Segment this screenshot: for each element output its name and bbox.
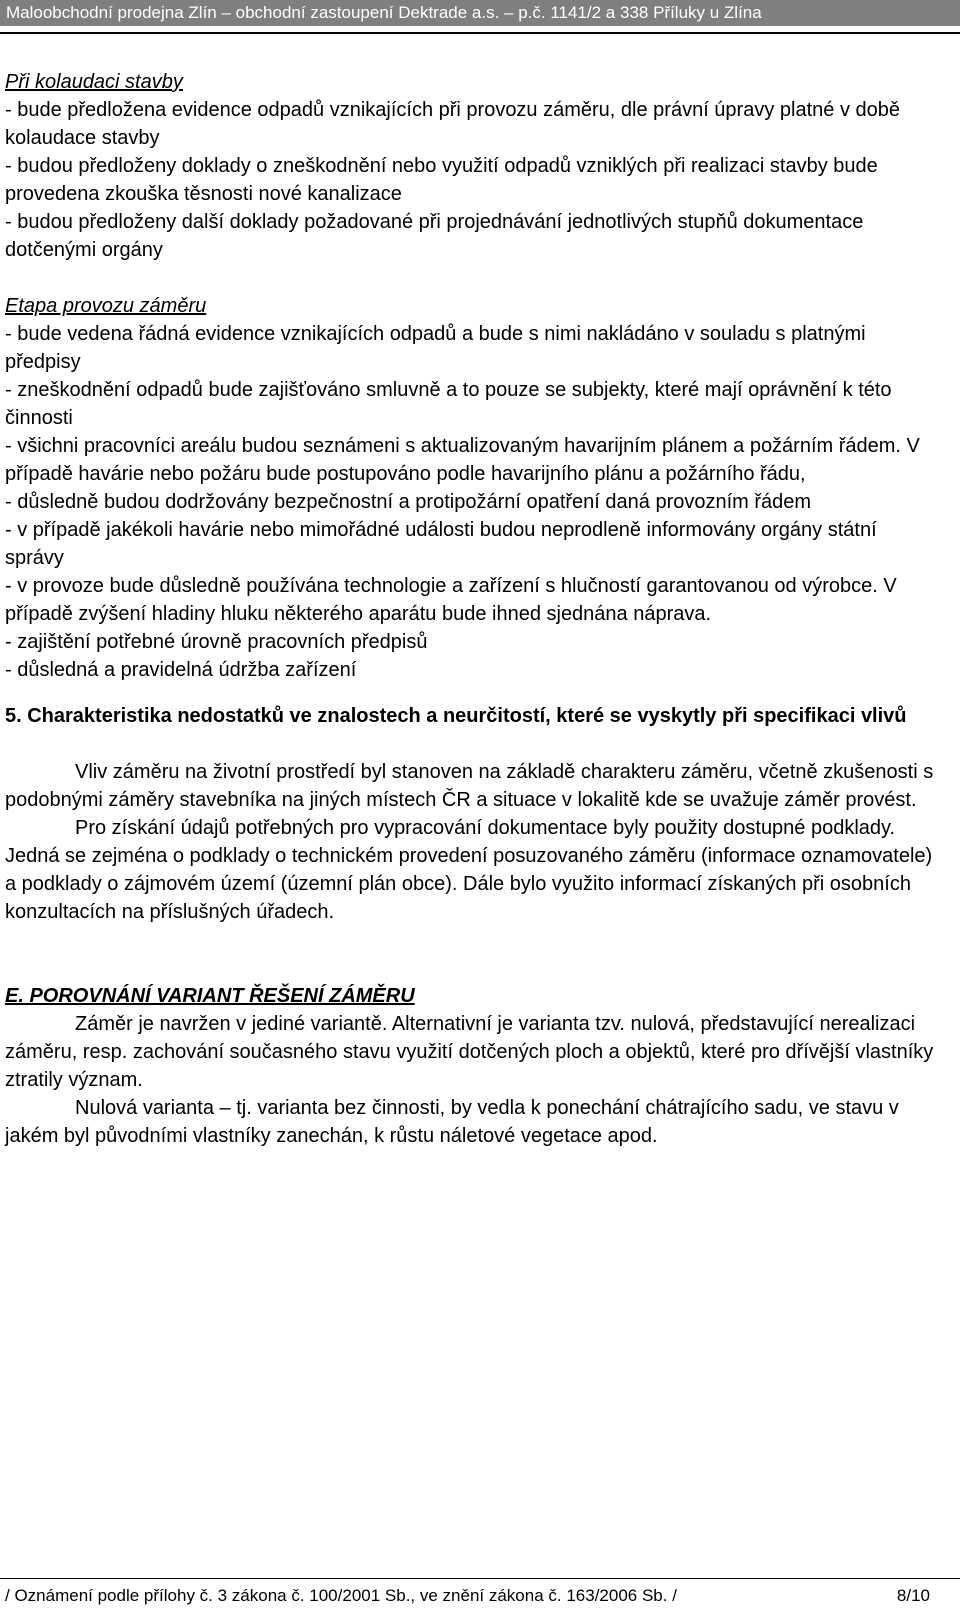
section-e-heading: E. POROVNÁNÍ VARIANT ŘEŠENÍ ZÁMĚRU [5, 985, 415, 1007]
provoz-line: - všichni pracovníci areálu budou seznámeni s aktualizovaným havarijním plánem a požárním řádem. V případě havárie nebo požáru bude postupováno podle havarijního plánu a požárního řádu, [5, 435, 920, 485]
kolaudace-line: - budou předloženy doklady o zneškodnění nebo využití odpadů vzniklých při realizaci stavby bude provedena zkouška těsnosti nové kanalizace [5, 155, 878, 205]
footer-citation: / Oznámení podle přílohy č. 3 zákona č. 100/2001 Sb., ve znění zákona č. 163/2006 Sb. / [5, 1586, 677, 1605]
section-5-paragraph: Vliv záměru na životní prostředí byl stanoven na základě charakteru záměru, včetně zkušenosti s podobnými záměry stavebníka na jiných místech ČR a situace v lokalitě kde se uvažuje záměr provést. [5, 761, 934, 811]
kolaudace-title: Při kolaudaci stavby [5, 71, 183, 93]
section-5-paragraph: Pro získání údajů potřebných pro vypracování dokumentace byly použity dostupné podklady. Jedná se zejména o podklady o technickém provedení posuzovaného záměru (informace oznamovatele) a podklady o zájmovém území (územní plán obce). Dále bylo využito informací získaných při osobních konzultacích na příslušných úřadech. [5, 817, 933, 923]
section-e-paragraph: Nulová varianta – tj. varianta bez činnosti, by vedla k ponechání chátrajícího sadu, ve stavu v jakém byl původními vlastníky zanechán, k růstu náletové vegetace apod. [5, 1097, 899, 1147]
provoz-line: - zajištění potřebné úrovně pracovních předpisů [5, 631, 428, 653]
kolaudace-line: - budou předloženy další doklady požadované při projednávání jednotlivých stupňů dokumentace dotčenými orgány [5, 211, 864, 261]
section-5-heading: 5. Charakteristika nedostatků ve znalostech a neurčitostí, které se vyskytly při specifikaci vlivů [5, 705, 907, 727]
page-footer [0, 1582, 960, 1610]
page-header: Maloobchodní prodejna Zlín – obchodní zastoupení Dektrade a.s. – p.č. 1141/2 a 338 Příluky u Zlína [0, 0, 960, 26]
provoz-title: Etapa provozu záměru [5, 295, 207, 317]
provoz-line: - bude vedena řádná evidence vznikajících odpadů a bude s nimi nakládáno v souladu s platnými předpisy [5, 323, 866, 373]
page-number: 8/10 [896, 1586, 930, 1605]
document-body [5, 68, 940, 1150]
provoz-line: - v případě jakékoli havárie nebo mimořádné události budou neprodleně informovány orgány státní správy [5, 519, 877, 569]
footer-divider [0, 1578, 960, 1579]
section-e-paragraph: Záměr je navržen v jediné variantě. Alternativní je varianta tzv. nulová, představující nerealizaci záměru, resp. zachování současného stavu využití dotčených ploch a objektů, které pro dřívější vlastníky ztratily význam. [5, 1013, 934, 1091]
provoz-line: - důsledná a pravidelná údržba zařízení [5, 659, 357, 681]
header-divider [0, 32, 960, 34]
provoz-line: - důsledně budou dodržovány bezpečnostní a protipožární opatření daná provozním řádem [5, 491, 812, 513]
provoz-line: - zneškodnění odpadů bude zajišťováno smluvně a to pouze se subjekty, které mají oprávnění k této činnosti [5, 379, 892, 429]
provoz-line: - v provoze bude důsledně používána technologie a zařízení s hlučností garantovanou od výrobce. V případě zvýšení hladiny hluku některého aparátu bude ihned sjednána náprava. [5, 575, 897, 625]
kolaudace-line: - bude předložena evidence odpadů vznikajících při provozu záměru, dle právní úpravy platné v době kolaudace stavby [5, 99, 900, 149]
